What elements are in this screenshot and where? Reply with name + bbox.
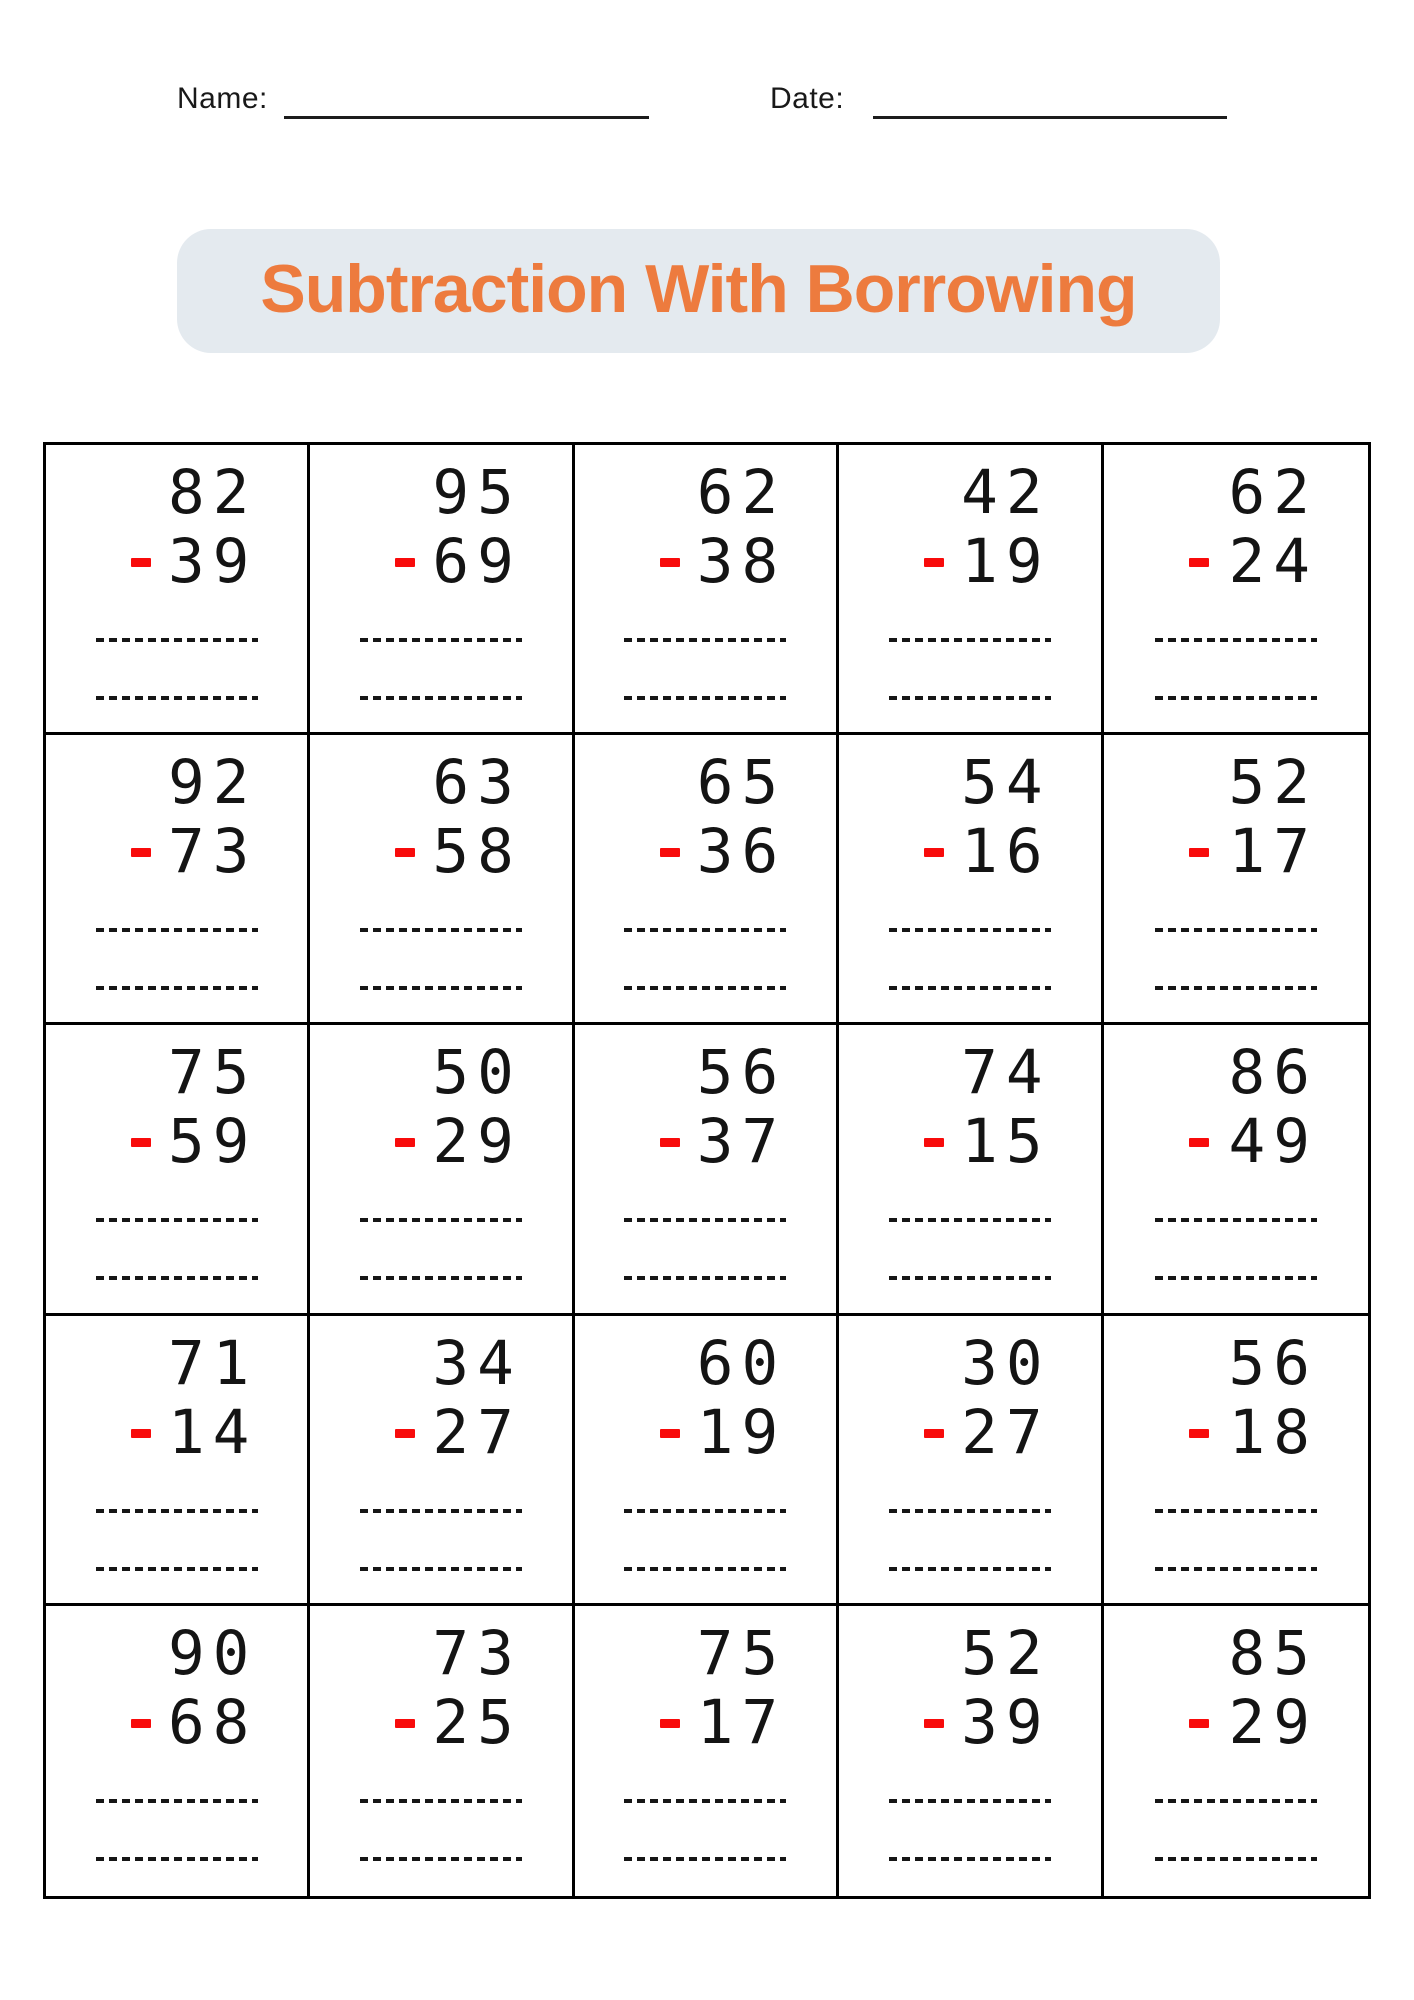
subtrahend-row (1104, 1106, 1318, 1178)
minuend-number: 86 (1228, 1037, 1318, 1109)
minuend-number: 54 (961, 747, 1051, 819)
problem-cell (310, 1316, 574, 1606)
minuend-row (839, 1327, 1051, 1399)
answer-line-1[interactable] (1155, 1218, 1317, 1222)
problem-cell (839, 735, 1103, 1025)
subtrahend-row (1104, 526, 1318, 597)
subtrahend-number: 49 (1228, 1106, 1318, 1178)
answer-line-2[interactable] (360, 696, 522, 700)
answer-line-1[interactable] (624, 1509, 786, 1513)
answer-line-2[interactable] (360, 986, 522, 990)
name-label: Name: (177, 82, 268, 115)
answer-line-2[interactable] (624, 1276, 786, 1280)
minuend-number: 71 (167, 1327, 258, 1399)
subtrahend-row (839, 1106, 1051, 1178)
answer-line-2[interactable] (1155, 1857, 1317, 1861)
minuend-number: 92 (167, 747, 258, 819)
problem-cell (310, 1606, 574, 1896)
subtrahend-number: 19 (961, 526, 1051, 597)
subtrahend-number: 17 (696, 1686, 787, 1758)
answer-line-2[interactable] (624, 986, 786, 990)
minuend-row (1104, 1617, 1318, 1689)
subtrahend-row (575, 816, 787, 888)
problem-cell (310, 445, 574, 735)
subtrahend-number: 24 (1228, 526, 1318, 597)
minuend-number: 82 (167, 457, 258, 528)
subtrahend-row (46, 1396, 258, 1468)
minuend-row (575, 1327, 787, 1399)
subtrahend-number: 27 (432, 1396, 522, 1468)
subtrahend-row (839, 1396, 1051, 1468)
subtrahend-number: 38 (696, 526, 787, 597)
problem-cell (46, 445, 310, 735)
minuend-row (310, 1617, 522, 1689)
subtrahend-number: 16 (961, 816, 1051, 888)
minuend-row (1104, 1037, 1318, 1109)
subtrahend-row (310, 816, 522, 888)
subtrahend-row (575, 1686, 787, 1758)
answer-line-2[interactable] (889, 1276, 1051, 1280)
name-input-line[interactable] (284, 116, 649, 119)
answer-line-2[interactable] (624, 1567, 786, 1571)
minuend-number: 60 (696, 1327, 787, 1399)
subtrahend-row (310, 1686, 522, 1758)
subtrahend-row (46, 1686, 258, 1758)
answer-line-1[interactable] (360, 1218, 522, 1222)
problem-cell (1104, 1025, 1368, 1315)
answer-line-1[interactable] (624, 1218, 786, 1222)
answer-line-1[interactable] (1155, 1799, 1317, 1803)
subtrahend-number: 29 (1228, 1686, 1318, 1758)
answer-line-1[interactable] (96, 1509, 258, 1513)
minuend-number: 95 (432, 457, 522, 528)
problem-cell (46, 1025, 310, 1315)
minuend-row (310, 1037, 522, 1109)
answer-line-1[interactable] (624, 638, 786, 642)
subtrahend-row (46, 1106, 258, 1178)
answer-line-1[interactable] (96, 1218, 258, 1222)
subtrahend-row (839, 526, 1051, 597)
subtrahend-number: 68 (167, 1686, 258, 1758)
minuend-number: 30 (961, 1327, 1051, 1399)
answer-line-2[interactable] (96, 986, 258, 990)
subtrahend-number: 36 (696, 816, 787, 888)
minuend-number: 65 (696, 747, 787, 819)
minuend-row (310, 457, 522, 528)
minuend-row (46, 457, 258, 528)
problem-cell (575, 735, 839, 1025)
problem-cell (575, 445, 839, 735)
minuend-row (46, 1617, 258, 1689)
subtrahend-row (46, 816, 258, 888)
answer-line-1[interactable] (96, 638, 258, 642)
answer-line-1[interactable] (889, 1509, 1051, 1513)
answer-line-2[interactable] (624, 696, 786, 700)
page-title: Subtraction With Borrowing (260, 251, 1137, 327)
minuend-row (46, 1327, 258, 1399)
subtrahend-number: 59 (167, 1106, 258, 1178)
minuend-number: 50 (432, 1037, 522, 1109)
minuend-number: 73 (432, 1617, 522, 1689)
answer-line-1[interactable] (96, 1799, 258, 1803)
minuend-row (839, 457, 1051, 528)
minuend-row (575, 1617, 787, 1689)
answer-line-1[interactable] (360, 1799, 522, 1803)
subtrahend-number: 29 (432, 1106, 522, 1178)
subtrahend-number: 58 (432, 816, 522, 888)
subtrahend-number: 14 (167, 1396, 258, 1468)
problem-cell (1104, 445, 1368, 735)
problem-cell (575, 1025, 839, 1315)
problem-cell (839, 1606, 1103, 1896)
minuend-number: 63 (432, 747, 522, 819)
problems-grid (43, 442, 1371, 1899)
answer-line-1[interactable] (1155, 638, 1317, 642)
answer-line-1[interactable] (889, 1799, 1051, 1803)
answer-line-2[interactable] (624, 1857, 786, 1861)
answer-line-1[interactable] (360, 1509, 522, 1513)
subtrahend-row (310, 526, 522, 597)
minuend-number: 74 (961, 1037, 1051, 1109)
subtrahend-number: 73 (167, 816, 258, 888)
problem-cell (310, 735, 574, 1025)
subtrahend-row (1104, 1396, 1318, 1468)
minuend-number: 75 (696, 1617, 787, 1689)
answer-line-1[interactable] (360, 928, 522, 932)
subtrahend-number: 19 (696, 1396, 787, 1468)
date-input-line[interactable] (873, 116, 1227, 119)
problem-cell (46, 1606, 310, 1896)
problem-cell (575, 1606, 839, 1896)
answer-line-2[interactable] (96, 1567, 258, 1571)
answer-line-1[interactable] (624, 928, 786, 932)
subtrahend-number: 15 (961, 1106, 1051, 1178)
problem-cell (1104, 1316, 1368, 1606)
minuend-number: 56 (696, 1037, 787, 1109)
minuend-row (575, 1037, 787, 1109)
answer-line-2[interactable] (889, 1567, 1051, 1571)
answer-line-2[interactable] (96, 1276, 258, 1280)
subtrahend-number: 37 (696, 1106, 787, 1178)
subtrahend-row (1104, 816, 1318, 888)
subtrahend-row (575, 526, 787, 597)
minuend-row (1104, 747, 1318, 819)
minuend-number: 62 (696, 457, 787, 528)
answer-line-2[interactable] (1155, 986, 1317, 990)
subtrahend-row (46, 526, 258, 597)
minuend-number: 62 (1228, 457, 1318, 528)
answer-line-2[interactable] (360, 1567, 522, 1571)
subtrahend-number: 27 (961, 1396, 1051, 1468)
subtrahend-row (1104, 1686, 1318, 1758)
problem-cell (1104, 735, 1368, 1025)
answer-line-1[interactable] (889, 1218, 1051, 1222)
answer-line-2[interactable] (1155, 696, 1317, 700)
subtrahend-number: 18 (1228, 1396, 1318, 1468)
subtrahend-row (310, 1396, 522, 1468)
answer-line-1[interactable] (96, 928, 258, 932)
answer-line-2[interactable] (360, 1276, 522, 1280)
subtrahend-row (575, 1396, 787, 1468)
minuend-number: 34 (432, 1327, 522, 1399)
subtrahend-number: 25 (432, 1686, 522, 1758)
problem-cell (839, 1316, 1103, 1606)
answer-line-2[interactable] (96, 696, 258, 700)
minuend-number: 42 (961, 457, 1051, 528)
subtrahend-row (310, 1106, 522, 1178)
subtrahend-row (575, 1106, 787, 1178)
problem-cell (310, 1025, 574, 1315)
subtrahend-row (839, 816, 1051, 888)
subtrahend-number: 39 (961, 1686, 1051, 1758)
problem-cell (46, 735, 310, 1025)
answer-line-1[interactable] (1155, 928, 1317, 932)
answer-line-1[interactable] (1155, 1509, 1317, 1513)
minuend-row (1104, 457, 1318, 528)
title-banner (177, 229, 1220, 353)
minuend-number: 52 (1228, 747, 1318, 819)
minuend-number: 56 (1228, 1327, 1318, 1399)
subtrahend-number: 17 (1228, 816, 1318, 888)
minuend-number: 75 (167, 1037, 258, 1109)
subtrahend-number: 69 (432, 526, 522, 597)
minuend-row (839, 1617, 1051, 1689)
answer-line-2[interactable] (1155, 1567, 1317, 1571)
answer-line-1[interactable] (889, 928, 1051, 932)
subtrahend-row (839, 1686, 1051, 1758)
minuend-row (839, 1037, 1051, 1109)
answer-line-2[interactable] (889, 696, 1051, 700)
answer-line-1[interactable] (360, 638, 522, 642)
minuend-row (575, 457, 787, 528)
problem-cell (839, 445, 1103, 735)
minuend-row (46, 1037, 258, 1109)
problem-cell (575, 1316, 839, 1606)
subtrahend-number: 39 (167, 526, 258, 597)
answer-line-2[interactable] (96, 1857, 258, 1861)
problem-cell (839, 1025, 1103, 1315)
minuend-row (46, 747, 258, 819)
date-label: Date: (770, 82, 845, 115)
minuend-row (839, 747, 1051, 819)
problem-cell (46, 1316, 310, 1606)
minuend-row (1104, 1327, 1318, 1399)
answer-line-2[interactable] (1155, 1276, 1317, 1280)
answer-line-1[interactable] (889, 638, 1051, 642)
minuend-number: 52 (961, 1617, 1051, 1689)
answer-line-2[interactable] (889, 1857, 1051, 1861)
minuend-row (310, 1327, 522, 1399)
minuend-number: 85 (1228, 1617, 1318, 1689)
minuend-row (310, 747, 522, 819)
answer-line-2[interactable] (360, 1857, 522, 1861)
minuend-row (575, 747, 787, 819)
answer-line-2[interactable] (889, 986, 1051, 990)
problem-cell (1104, 1606, 1368, 1896)
answer-line-1[interactable] (624, 1799, 786, 1803)
minuend-number: 90 (167, 1617, 258, 1689)
